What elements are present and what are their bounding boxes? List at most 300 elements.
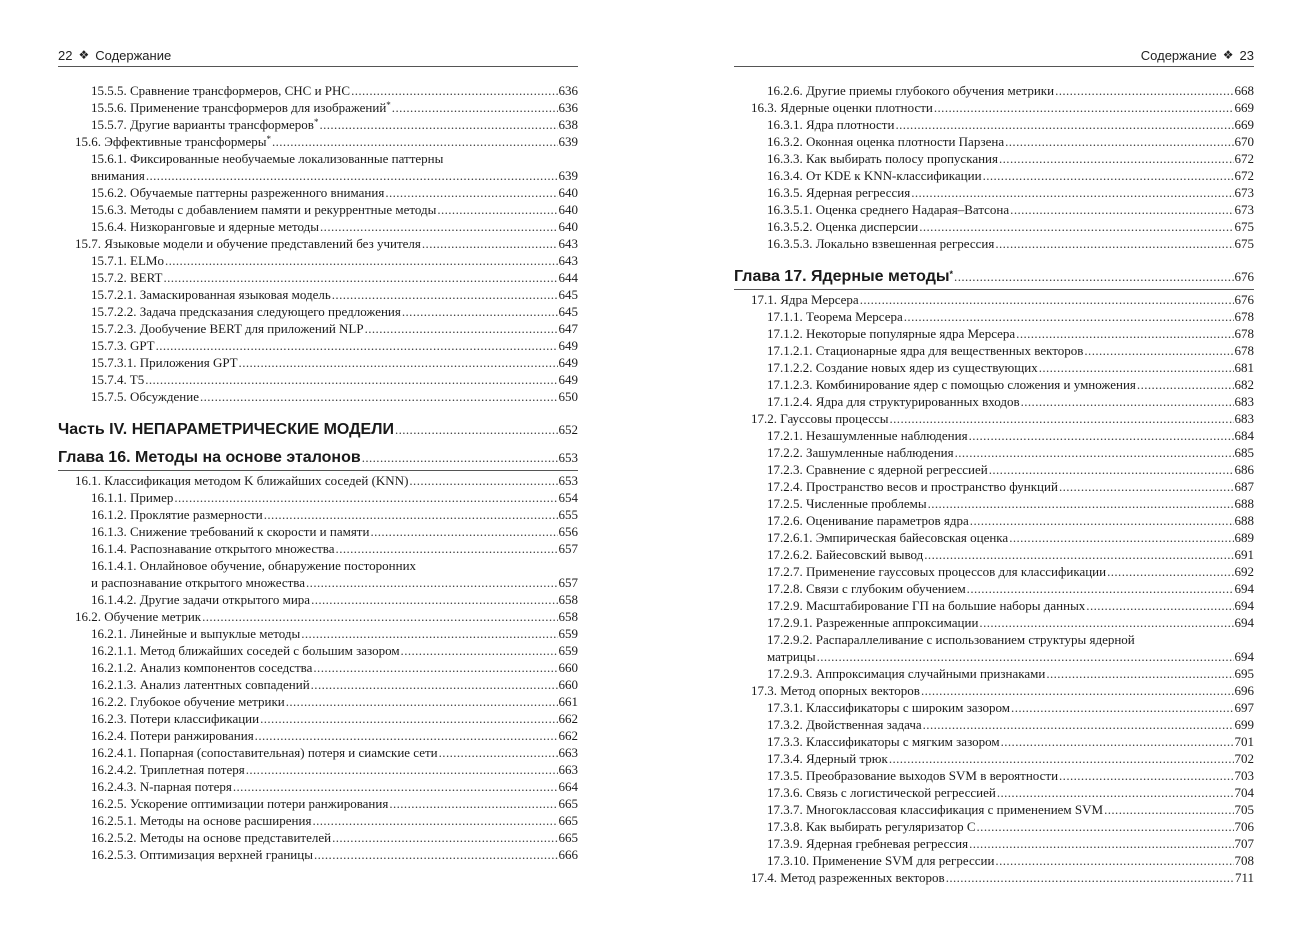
toc-entry-page: 663 [558, 762, 578, 777]
toc-entry-page: 636 [558, 83, 578, 98]
toc-entry-title: 15.7.3.1. Приложения GPT [91, 355, 238, 370]
toc-entry[interactable] [734, 150, 1254, 167]
toc-entry-title: 16.1.4.1. Онлайновое обучение, обнаружение посторонних [91, 558, 417, 573]
toc-entry-title: 16.3. Ядерные оценки плотности [751, 100, 933, 115]
toc-entry-page: 694 [1234, 649, 1254, 664]
toc-entry[interactable] [58, 608, 578, 625]
toc-entry-title: 17.2.1. Незашумленные наблюдения [767, 428, 968, 443]
toc-entry-title: 15.6.4. Низкоранговые и ядерные методы [91, 219, 320, 234]
toc-entry-page: 650 [558, 389, 578, 404]
leader-dots [145, 371, 557, 388]
leader-dots [817, 648, 1234, 665]
toc-entry-title: 16.2.5. Ускорение оптимизации потери ранжирования [91, 796, 389, 811]
toc-entry[interactable] [734, 461, 1254, 478]
toc-entry-page: 705 [1234, 802, 1254, 817]
toc-entry[interactable] [734, 116, 1254, 133]
chapter-entry[interactable] [734, 267, 1254, 290]
left-toc [58, 82, 578, 863]
toc-entry[interactable] [58, 116, 578, 133]
toc-entry[interactable] [734, 82, 1254, 99]
toc-entry-title: 16.2.1.2. Анализ компонентов соседства [91, 660, 313, 675]
leader-dots [1084, 342, 1233, 359]
toc-entry-page: 676 [1234, 292, 1254, 307]
toc-entry[interactable] [58, 472, 578, 489]
toc-entry[interactable] [734, 716, 1254, 733]
toc-entry-page: 672 [1234, 168, 1254, 183]
leader-dots [146, 167, 558, 184]
toc-entry[interactable] [58, 150, 578, 184]
toc-entry-title: 16.1. Классификация методом K ближайших соседей (KNN) [75, 473, 409, 488]
leader-dots [889, 750, 1234, 767]
chapter-title: Глава 17. Ядерные методы* [734, 268, 954, 285]
toc-entry-page: 647 [558, 321, 578, 336]
toc-entry[interactable] [734, 133, 1254, 150]
toc-entry-title: 17.2.9. Масштабирование ГП на большие наборы данных [767, 598, 1086, 613]
toc-entry[interactable] [58, 489, 578, 506]
toc-entry[interactable] [734, 597, 1254, 614]
toc-entry-title: 16.1.4.2. Другие задачи открытого мира [91, 592, 311, 607]
toc-entry-title: 15.7.4. T5 [91, 372, 145, 387]
toc-entry[interactable] [734, 291, 1254, 308]
toc-entry-page: 682 [1234, 377, 1254, 392]
toc-entry-page: 675 [1234, 236, 1254, 251]
toc-entry-title: 17.3.7. Многоклассовая классификация с применением SVM [767, 802, 1104, 817]
toc-entry[interactable] [58, 269, 578, 286]
leader-dots [955, 444, 1234, 461]
toc-entry-page: 653 [558, 473, 578, 488]
toc-entry[interactable] [734, 342, 1254, 359]
toc-entry-title: 17.2.6.1. Эмпирическая байесовская оценка [767, 530, 1009, 545]
toc-entry[interactable] [734, 427, 1254, 444]
toc-entry[interactable] [734, 359, 1254, 376]
leader-dots [923, 716, 1234, 733]
ornament-icon: ❖ [1222, 48, 1234, 62]
toc-entry[interactable] [58, 99, 578, 116]
toc-entry-page: 665 [558, 830, 578, 845]
toc-entry-title: 16.1.3. Снижение требований к скорости и памяти [91, 524, 370, 539]
toc-entry-page: 683 [1234, 411, 1254, 426]
toc-entry[interactable] [58, 557, 578, 591]
toc-entry-page: 691 [1234, 547, 1254, 562]
toc-entry-title: 16.2.3. Потери классификации [91, 711, 260, 726]
chapter-entry[interactable] [58, 448, 578, 471]
part-entry[interactable] [58, 420, 578, 440]
leader-dots [1011, 699, 1233, 716]
toc-entry-page: 663 [558, 745, 578, 760]
toc-entry[interactable] [734, 767, 1254, 784]
leader-dots [351, 82, 557, 99]
toc-entry[interactable] [734, 235, 1254, 252]
toc-entry[interactable] [58, 829, 578, 846]
toc-entry-page: 678 [1234, 326, 1254, 341]
toc-entry-title: 17.2.2. Зашумленные наблюдения [767, 445, 954, 460]
toc-entry[interactable] [734, 546, 1254, 563]
leader-dots [999, 150, 1234, 167]
toc-entry-title: 15.5.5. Сравнение трансформеров, CHC и PHC [91, 83, 351, 98]
leader-dots [1104, 801, 1233, 818]
toc-entry-title: 17.2.8. Связи с глубоким обучением [767, 581, 966, 596]
toc-entry[interactable] [58, 133, 578, 150]
toc-entry[interactable] [734, 512, 1254, 529]
leader-dots [911, 184, 1233, 201]
chapter-page: 676 [1234, 269, 1254, 284]
toc-entry[interactable] [734, 201, 1254, 218]
leader-dots [239, 354, 558, 371]
leader-dots [156, 337, 558, 354]
leader-dots [286, 693, 558, 710]
toc-entry-page: 686 [1234, 462, 1254, 477]
leader-dots [989, 461, 1234, 478]
toc-entry[interactable] [734, 818, 1254, 835]
toc-entry[interactable] [58, 642, 578, 659]
toc-entry-title: 17.3.1. Классификаторы с широким зазором [767, 700, 1011, 715]
ornament-icon: ❖ [78, 48, 90, 62]
toc-entry-title: 16.2.1.1. Метод ближайших соседей с большим зазором [91, 643, 400, 658]
toc-entry-title: 16.1.2. Проклятие размерности [91, 507, 263, 522]
toc-entry-page: 649 [558, 372, 578, 387]
toc-entry[interactable] [58, 320, 578, 337]
toc-entry-page: 640 [558, 185, 578, 200]
toc-entry[interactable] [734, 733, 1254, 750]
toc-entry-title: 16.2.4.1. Попарная (сопоставительная) потеря и сиамские сети [91, 745, 438, 760]
leader-dots [389, 795, 557, 812]
toc-entry-title: 16.2.5.3. Оптимизация верхней границы [91, 847, 313, 862]
leader-dots [1009, 529, 1233, 546]
leader-dots [970, 512, 1234, 529]
toc-entry-page: 706 [1234, 819, 1254, 834]
toc-entry-page: 660 [558, 660, 578, 675]
toc-entry-title: 16.2.2. Глубокое обучение метрики [91, 694, 285, 709]
toc-entry-title: 16.3.2. Оконная оценка плотности Парзена [767, 134, 1005, 149]
toc-entry-title: 16.3.5.2. Оценка дисперсии [767, 219, 919, 234]
toc-entry-page: 660 [558, 677, 578, 692]
toc-entry[interactable] [734, 184, 1254, 201]
toc-entry-title: 17.3.5. Преобразование выходов SVM в вероятности [767, 768, 1059, 783]
leader-dots [934, 99, 1234, 116]
toc-entry-page: 649 [558, 355, 578, 370]
toc-entry-page: 665 [558, 796, 578, 811]
toc-entry[interactable] [734, 699, 1254, 716]
toc-entry-page: 678 [1234, 343, 1254, 358]
toc-entry-title: 16.2.6. Другие приемы глубокого обучения метрики [767, 83, 1055, 98]
leader-dots [246, 761, 558, 778]
toc-entry[interactable] [734, 852, 1254, 869]
toc-entry-page: 645 [558, 287, 578, 302]
toc-entry[interactable] [58, 303, 578, 320]
leader-dots [895, 116, 1233, 133]
toc-entry-title: 17.2.9.1. Разреженные аппроксимации [767, 615, 979, 630]
toc-entry-page: 683 [1234, 394, 1254, 409]
toc-entry-page: 654 [558, 490, 578, 505]
toc-entry-title: 16.3.3. Как выбирать полосу пропускания [767, 151, 998, 166]
leader-dots [301, 625, 557, 642]
toc-entry-title: 17.1.1. Теорема Мерсера [767, 309, 903, 324]
toc-entry-page: 655 [558, 507, 578, 522]
toc-entry-page: 684 [1234, 428, 1254, 443]
toc-entry[interactable] [734, 218, 1254, 235]
toc-entry[interactable] [58, 540, 578, 557]
toc-entry-title: 17.3.9. Ядерная гребневая регрессия [767, 836, 969, 851]
toc-entry-title: 17.3.4. Ядерный трюк [767, 751, 888, 766]
toc-entry-page: 685 [1234, 445, 1254, 460]
toc-entry-page: 708 [1234, 853, 1254, 868]
leader-dots [332, 829, 557, 846]
toc-entry[interactable] [58, 727, 578, 744]
toc-entry[interactable] [734, 529, 1254, 546]
leader-dots [969, 427, 1234, 444]
toc-entry-page: 639 [558, 168, 578, 183]
toc-entry-page: 694 [1234, 615, 1254, 630]
leader-dots [954, 267, 1233, 287]
leader-dots [311, 676, 558, 693]
toc-entry[interactable] [58, 506, 578, 523]
leader-dots [313, 659, 557, 676]
toc-entry-title: 15.5.7. Другие варианты трансформеров* [91, 117, 319, 132]
toc-entry-title: 17.3.3. Классификаторы с мягким зазором [767, 734, 1000, 749]
toc-entry-title-cont: и распознавание открытого множества [91, 575, 306, 590]
toc-entry[interactable] [58, 795, 578, 812]
right-page-number: 23 [1239, 48, 1254, 63]
leader-dots [1137, 376, 1234, 393]
leader-dots [1059, 767, 1233, 784]
toc-entry[interactable] [58, 235, 578, 252]
leader-dots [320, 218, 557, 235]
toc-entry-page: 707 [1234, 836, 1254, 851]
toc-entry-title: 17.3. Метод опорных векторов [751, 683, 920, 698]
toc-entry[interactable] [58, 761, 578, 778]
toc-entry-title: 17.2.3. Сравнение с ядерной регрессией [767, 462, 988, 477]
toc-entry-page: 702 [1234, 751, 1254, 766]
toc-entry[interactable] [734, 393, 1254, 410]
toc-entry[interactable] [58, 388, 578, 405]
left-header-title: Содержание [95, 48, 172, 63]
toc-entry-page: 694 [1234, 581, 1254, 596]
leader-dots [370, 523, 557, 540]
toc-entry-title: 17.1. Ядра Мерсера [751, 292, 859, 307]
leader-dots [967, 580, 1234, 597]
toc-entry-title: 15.6.3. Методы с добавлением памяти и рекуррентные методы [91, 202, 437, 217]
toc-entry-title: 16.1.1. Пример [91, 490, 174, 505]
toc-entry-title: 17.2. Гауссовы процессы [751, 411, 889, 426]
toc-entry-page: 687 [1234, 479, 1254, 494]
toc-entry-page: 695 [1234, 666, 1254, 681]
left-page-number: 22 [58, 48, 73, 63]
right-running-head [734, 48, 1254, 67]
leader-dots [385, 184, 557, 201]
toc-entry-page: 640 [558, 202, 578, 217]
toc-entry-title: 16.3.1. Ядра плотности [767, 117, 895, 132]
toc-entry-page: 673 [1234, 185, 1254, 200]
toc-entry-title: 15.6. Эффективные трансформеры* [75, 134, 271, 149]
toc-entry-title: 16.2.5.1. Методы на основе расширения [91, 813, 312, 828]
toc-entry-page: 657 [558, 575, 578, 590]
toc-entry-page: 638 [558, 117, 578, 132]
leader-dots [890, 410, 1234, 427]
toc-entry-title: 16.2.4. Потери ранжирования [91, 728, 254, 743]
toc-entry-title: 17.3.6. Связь с логистической регрессией [767, 785, 996, 800]
toc-entry-title: 15.7.2.1. Замаскированная языковая модель [91, 287, 331, 302]
toc-entry[interactable] [58, 286, 578, 303]
toc-entry[interactable] [734, 682, 1254, 699]
leader-dots [924, 546, 1233, 563]
toc-entry[interactable] [734, 614, 1254, 631]
toc-entry-title: 17.2.6.2. Байесовский вывод [767, 547, 924, 562]
leader-dots [174, 489, 557, 506]
toc-entry-page: 688 [1234, 513, 1254, 528]
chapter-title: Глава 16. Методы на основе эталонов [58, 449, 361, 466]
toc-entry-title: 16.2.4.3. N-парная потеря [91, 779, 232, 794]
toc-entry-page: 711 [1234, 870, 1254, 885]
toc-entry-title: 15.7.2.2. Задача предсказания следующего предложения [91, 304, 401, 319]
leader-dots [200, 388, 558, 405]
toc-entry[interactable] [58, 82, 578, 99]
right-page [734, 0, 1254, 935]
leader-dots [1046, 665, 1233, 682]
toc-entry-title-cont: внимания [91, 168, 145, 183]
toc-entry-title: 16.2.4.2. Триплетная потеря [91, 762, 245, 777]
leader-dots [392, 99, 558, 116]
toc-entry-page: 645 [558, 304, 578, 319]
toc-entry-page: 643 [558, 236, 578, 251]
toc-entry-title: 17.3.8. Как выбирать регуляризатор C [767, 819, 976, 834]
leader-dots [312, 812, 557, 829]
leader-dots [1086, 597, 1233, 614]
toc-entry-page: 699 [1234, 717, 1254, 732]
toc-entry-page: 657 [558, 541, 578, 556]
leader-dots [1021, 393, 1234, 410]
leader-dots [264, 506, 558, 523]
toc-entry[interactable] [58, 744, 578, 761]
leader-dots [439, 744, 558, 761]
toc-entry-page: 665 [558, 813, 578, 828]
toc-entry[interactable] [58, 354, 578, 371]
toc-entry[interactable] [58, 523, 578, 540]
toc-entry-page: 639 [558, 134, 578, 149]
toc-entry-title: 16.2.5.2. Методы на основе представителей [91, 830, 332, 845]
toc-entry[interactable] [58, 659, 578, 676]
toc-entry-page: 658 [558, 609, 578, 624]
toc-entry-title: 15.7.2. BERT [91, 270, 163, 285]
leader-dots [995, 235, 1233, 252]
toc-entry[interactable] [734, 444, 1254, 461]
leader-dots [946, 869, 1234, 886]
toc-entry-page: 662 [558, 711, 578, 726]
toc-entry-title: 17.2.4. Пространство весов и пространство функций [767, 479, 1058, 494]
leader-dots [1039, 359, 1234, 376]
toc-entry-title: 17.2.6. Оценивание параметров ядра [767, 513, 969, 528]
toc-entry-title: 17.2.5. Численные проблемы [767, 496, 927, 511]
toc-entry[interactable] [58, 337, 578, 354]
toc-entry[interactable] [58, 812, 578, 829]
leader-dots [165, 252, 558, 269]
toc-entry-page: 688 [1234, 496, 1254, 511]
toc-entry[interactable] [58, 625, 578, 642]
leader-dots [272, 133, 558, 150]
leader-dots [1107, 563, 1233, 580]
leader-dots [983, 167, 1234, 184]
toc-entry[interactable] [734, 167, 1254, 184]
toc-entry[interactable] [734, 580, 1254, 597]
toc-entry-page: 681 [1234, 360, 1254, 375]
toc-entry-title: 17.1.2.4. Ядра для структурированных входов [767, 394, 1020, 409]
toc-entry-title: 17.2.9.3. Аппроксимация случайными признаками [767, 666, 1046, 681]
toc-entry-title: 17.2.7. Применение гауссовых процессов для классификации [767, 564, 1107, 579]
toc-entry-title: 15.6.2. Обучаемые паттерны разреженного внимания [91, 185, 385, 200]
toc-entry[interactable] [734, 665, 1254, 682]
leader-dots [332, 286, 558, 303]
toc-entry[interactable] [58, 778, 578, 795]
toc-entry-page: 697 [1234, 700, 1254, 715]
right-toc [734, 82, 1254, 886]
toc-entry[interactable] [734, 376, 1254, 393]
toc-entry-page: 649 [558, 338, 578, 353]
toc-entry[interactable] [58, 252, 578, 269]
toc-entry[interactable] [734, 869, 1254, 886]
toc-entry-page: 675 [1234, 219, 1254, 234]
leader-dots [928, 495, 1234, 512]
leader-dots [401, 642, 558, 659]
toc-entry-page: 669 [1234, 100, 1254, 115]
toc-entry-title: 16.1.4. Распознавание открытого множества [91, 541, 335, 556]
toc-entry[interactable] [734, 99, 1254, 116]
toc-entry[interactable] [58, 218, 578, 235]
leader-dots [319, 116, 557, 133]
toc-entry[interactable] [58, 846, 578, 863]
toc-entry[interactable] [734, 801, 1254, 818]
toc-entry-page: 659 [558, 643, 578, 658]
toc-entry[interactable] [58, 184, 578, 201]
toc-entry-page: 640 [558, 219, 578, 234]
leader-dots [1001, 733, 1234, 750]
toc-entry[interactable] [58, 591, 578, 608]
leader-dots [995, 852, 1233, 869]
toc-entry[interactable] [734, 784, 1254, 801]
toc-entry[interactable] [58, 693, 578, 710]
leader-dots [202, 608, 557, 625]
toc-entry[interactable] [58, 201, 578, 218]
toc-entry-title: 17.1.2.3. Комбинирование ядер с помощью сложения и умножения [767, 377, 1136, 392]
toc-entry-title: 16.3.5.3. Локально взвешенная регрессия [767, 236, 995, 251]
toc-entry[interactable] [734, 478, 1254, 495]
leader-dots [362, 448, 558, 468]
toc-entry[interactable] [58, 676, 578, 693]
leader-dots [163, 269, 557, 286]
toc-entry[interactable] [58, 371, 578, 388]
toc-entry-page: 696 [1234, 683, 1254, 698]
toc-entry-title: 17.3.2. Двойственная задача [767, 717, 922, 732]
leader-dots [314, 846, 558, 863]
leader-dots [260, 710, 557, 727]
toc-entry[interactable] [734, 410, 1254, 427]
toc-entry-title: 17.4. Метод разреженных векторов [751, 870, 945, 885]
toc-entry-title: 17.1.2. Некоторые популярные ядра Мерсера [767, 326, 1016, 341]
toc-entry-page: 659 [558, 626, 578, 641]
toc-entry[interactable] [734, 308, 1254, 325]
toc-entry[interactable] [734, 563, 1254, 580]
toc-entry[interactable] [734, 325, 1254, 342]
toc-entry-page: 672 [1234, 151, 1254, 166]
toc-entry-title: 16.3.5. Ядерная регрессия [767, 185, 911, 200]
toc-entry[interactable] [58, 710, 578, 727]
toc-entry[interactable] [734, 631, 1254, 665]
toc-entry-page: 668 [1234, 83, 1254, 98]
chapter-page: 653 [558, 450, 578, 465]
toc-entry-page: 656 [558, 524, 578, 539]
toc-entry[interactable] [734, 750, 1254, 767]
toc-entry[interactable] [734, 495, 1254, 512]
toc-entry[interactable] [734, 835, 1254, 852]
toc-entry-page: 703 [1234, 768, 1254, 783]
